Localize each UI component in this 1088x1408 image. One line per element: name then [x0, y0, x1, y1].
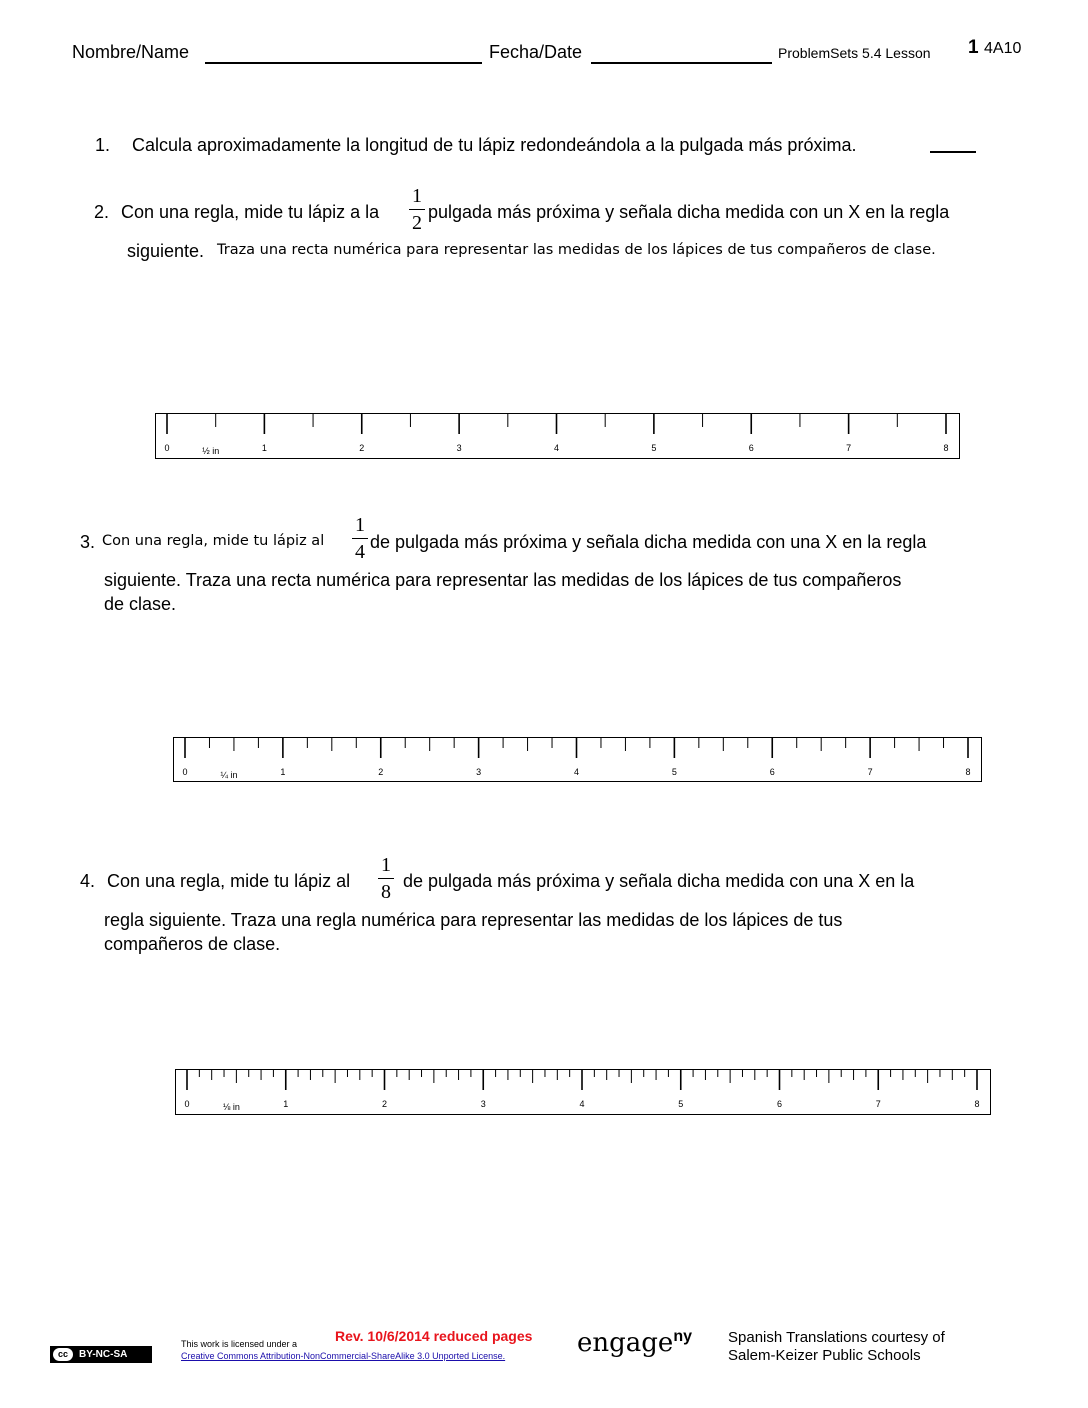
- engageny-logo: [577, 1328, 692, 1358]
- inch-label: 2: [378, 767, 384, 777]
- q4-line3: compañeros de clase.: [104, 934, 281, 954]
- ruler-half-inch[interactable]: [155, 413, 960, 459]
- inch-label: 1: [261, 443, 267, 453]
- cc-icon: cc: [53, 1348, 73, 1361]
- name-blank[interactable]: [205, 62, 482, 64]
- q4-text-after: de pulgada más próxima y señala dicha medida con una X en la: [403, 871, 915, 891]
- inch-label: 4: [579, 1099, 585, 1109]
- inch-label: 8: [974, 1099, 980, 1109]
- inch-label: 2: [381, 1099, 388, 1109]
- inch-label: 4: [553, 443, 560, 453]
- ruler-eighth-inch[interactable]: [175, 1069, 991, 1115]
- logo-text: engage: [577, 1328, 674, 1358]
- cc-license-badge: [50, 1346, 152, 1363]
- inch-label: 2: [359, 443, 365, 453]
- inch-label: 1: [280, 767, 286, 777]
- q3-frac-num: 1: [355, 514, 365, 536]
- inch-label: 5: [651, 443, 657, 453]
- q2-number: 2.: [94, 202, 110, 222]
- cc-badge-text: BY-NC-SA: [79, 1349, 128, 1360]
- logo-sup: ny: [673, 1328, 692, 1345]
- q3-text-before: Con una regla, mide tu lápiz al: [102, 533, 325, 549]
- q4-frac-den: 8: [381, 881, 391, 903]
- q4-fraction: [376, 854, 396, 903]
- inch-label: 0: [182, 767, 188, 777]
- license-prefix: This work is licensed under a: [181, 1339, 298, 1349]
- q2-line2-b: Traza una recta numérica para representar las medidas de los lápices de tus compañeros de clase.: [217, 242, 936, 258]
- unit-label: ½ in: [202, 446, 220, 456]
- lesson-label: ProblemSets 5.4 Lesson: [778, 45, 931, 61]
- q2-fraction: [407, 185, 427, 234]
- q1-text: Calcula aproximadamente la longitud de tu lápiz redondeándola a la pulgada más próxima.: [132, 135, 857, 155]
- ruler-graphic: [176, 1070, 990, 1114]
- ruler-graphic: [156, 414, 959, 458]
- inch-label: 7: [867, 767, 873, 777]
- q2-frac-num: 1: [412, 185, 422, 207]
- q2-frac-den: 2: [412, 212, 422, 234]
- inch-label: 5: [678, 1099, 684, 1109]
- ruler-quarter-inch[interactable]: [173, 737, 982, 782]
- inch-label: 6: [776, 1099, 783, 1109]
- unit-label: ⅛ in: [222, 1102, 240, 1112]
- q4-line2: regla siguiente. Traza una regla numérica para representar las medidas de los lápices de tus: [104, 910, 843, 930]
- inch-label: 7: [875, 1099, 881, 1109]
- ruler-graphic: [174, 738, 981, 781]
- q1-answer-blank[interactable]: [930, 151, 976, 153]
- inch-label: 0: [164, 443, 170, 453]
- q3-fraction: [350, 514, 370, 563]
- date-label: Fecha/Date: [489, 42, 583, 62]
- lesson-number: 1: [968, 37, 979, 58]
- inch-label: 1: [283, 1099, 289, 1109]
- inch-label: 3: [456, 443, 462, 453]
- inch-label: 6: [748, 443, 754, 453]
- q3-text-after: de pulgada más próxima y señala dicha medida con una X en la regla: [370, 532, 927, 552]
- q2-text-before: Con una regla, mide tu lápiz a la: [121, 202, 380, 222]
- inch-label: 3: [480, 1099, 486, 1109]
- q4-text-before: Con una regla, mide tu lápiz al: [107, 871, 351, 891]
- inch-label: 8: [965, 767, 971, 777]
- q4-number: 4.: [80, 871, 96, 891]
- page-code: 4A10: [984, 40, 1022, 57]
- unit-label: ¼ in: [220, 770, 238, 780]
- inch-label: 6: [769, 767, 775, 777]
- name-label: Nombre/Name: [72, 42, 190, 62]
- inch-label: 4: [573, 767, 580, 777]
- inch-label: 5: [671, 767, 677, 777]
- q4-frac-num: 1: [381, 854, 391, 876]
- inch-label: 3: [476, 767, 482, 777]
- license-link[interactable]: Creative Commons Attribution-NonCommercial-ShareAlike 3.0 Unported License.: [181, 1351, 506, 1361]
- q3-number: 3.: [80, 532, 96, 552]
- q2-line2-a: siguiente.: [127, 241, 205, 261]
- q3-frac-den: 4: [355, 541, 365, 563]
- date-blank[interactable]: [591, 62, 772, 64]
- q3-line3: de clase.: [104, 594, 177, 614]
- revision-note: Rev. 10/6/2014 reduced pages: [335, 1328, 533, 1344]
- credit-line-2: Salem-Keizer Public Schools: [728, 1347, 921, 1364]
- inch-label: 7: [846, 443, 852, 453]
- inch-label: 8: [943, 443, 949, 453]
- credit-line-1: Spanish Translations courtesy of: [728, 1329, 945, 1346]
- q3-line2: siguiente. Traza una recta numérica para representar las medidas de los lápices de tus compañeros: [104, 570, 902, 590]
- q1-number: 1.: [95, 135, 111, 155]
- inch-label: 0: [184, 1099, 190, 1109]
- q2-text-after: pulgada más próxima y señala dicha medida con un X en la regla: [428, 202, 950, 222]
